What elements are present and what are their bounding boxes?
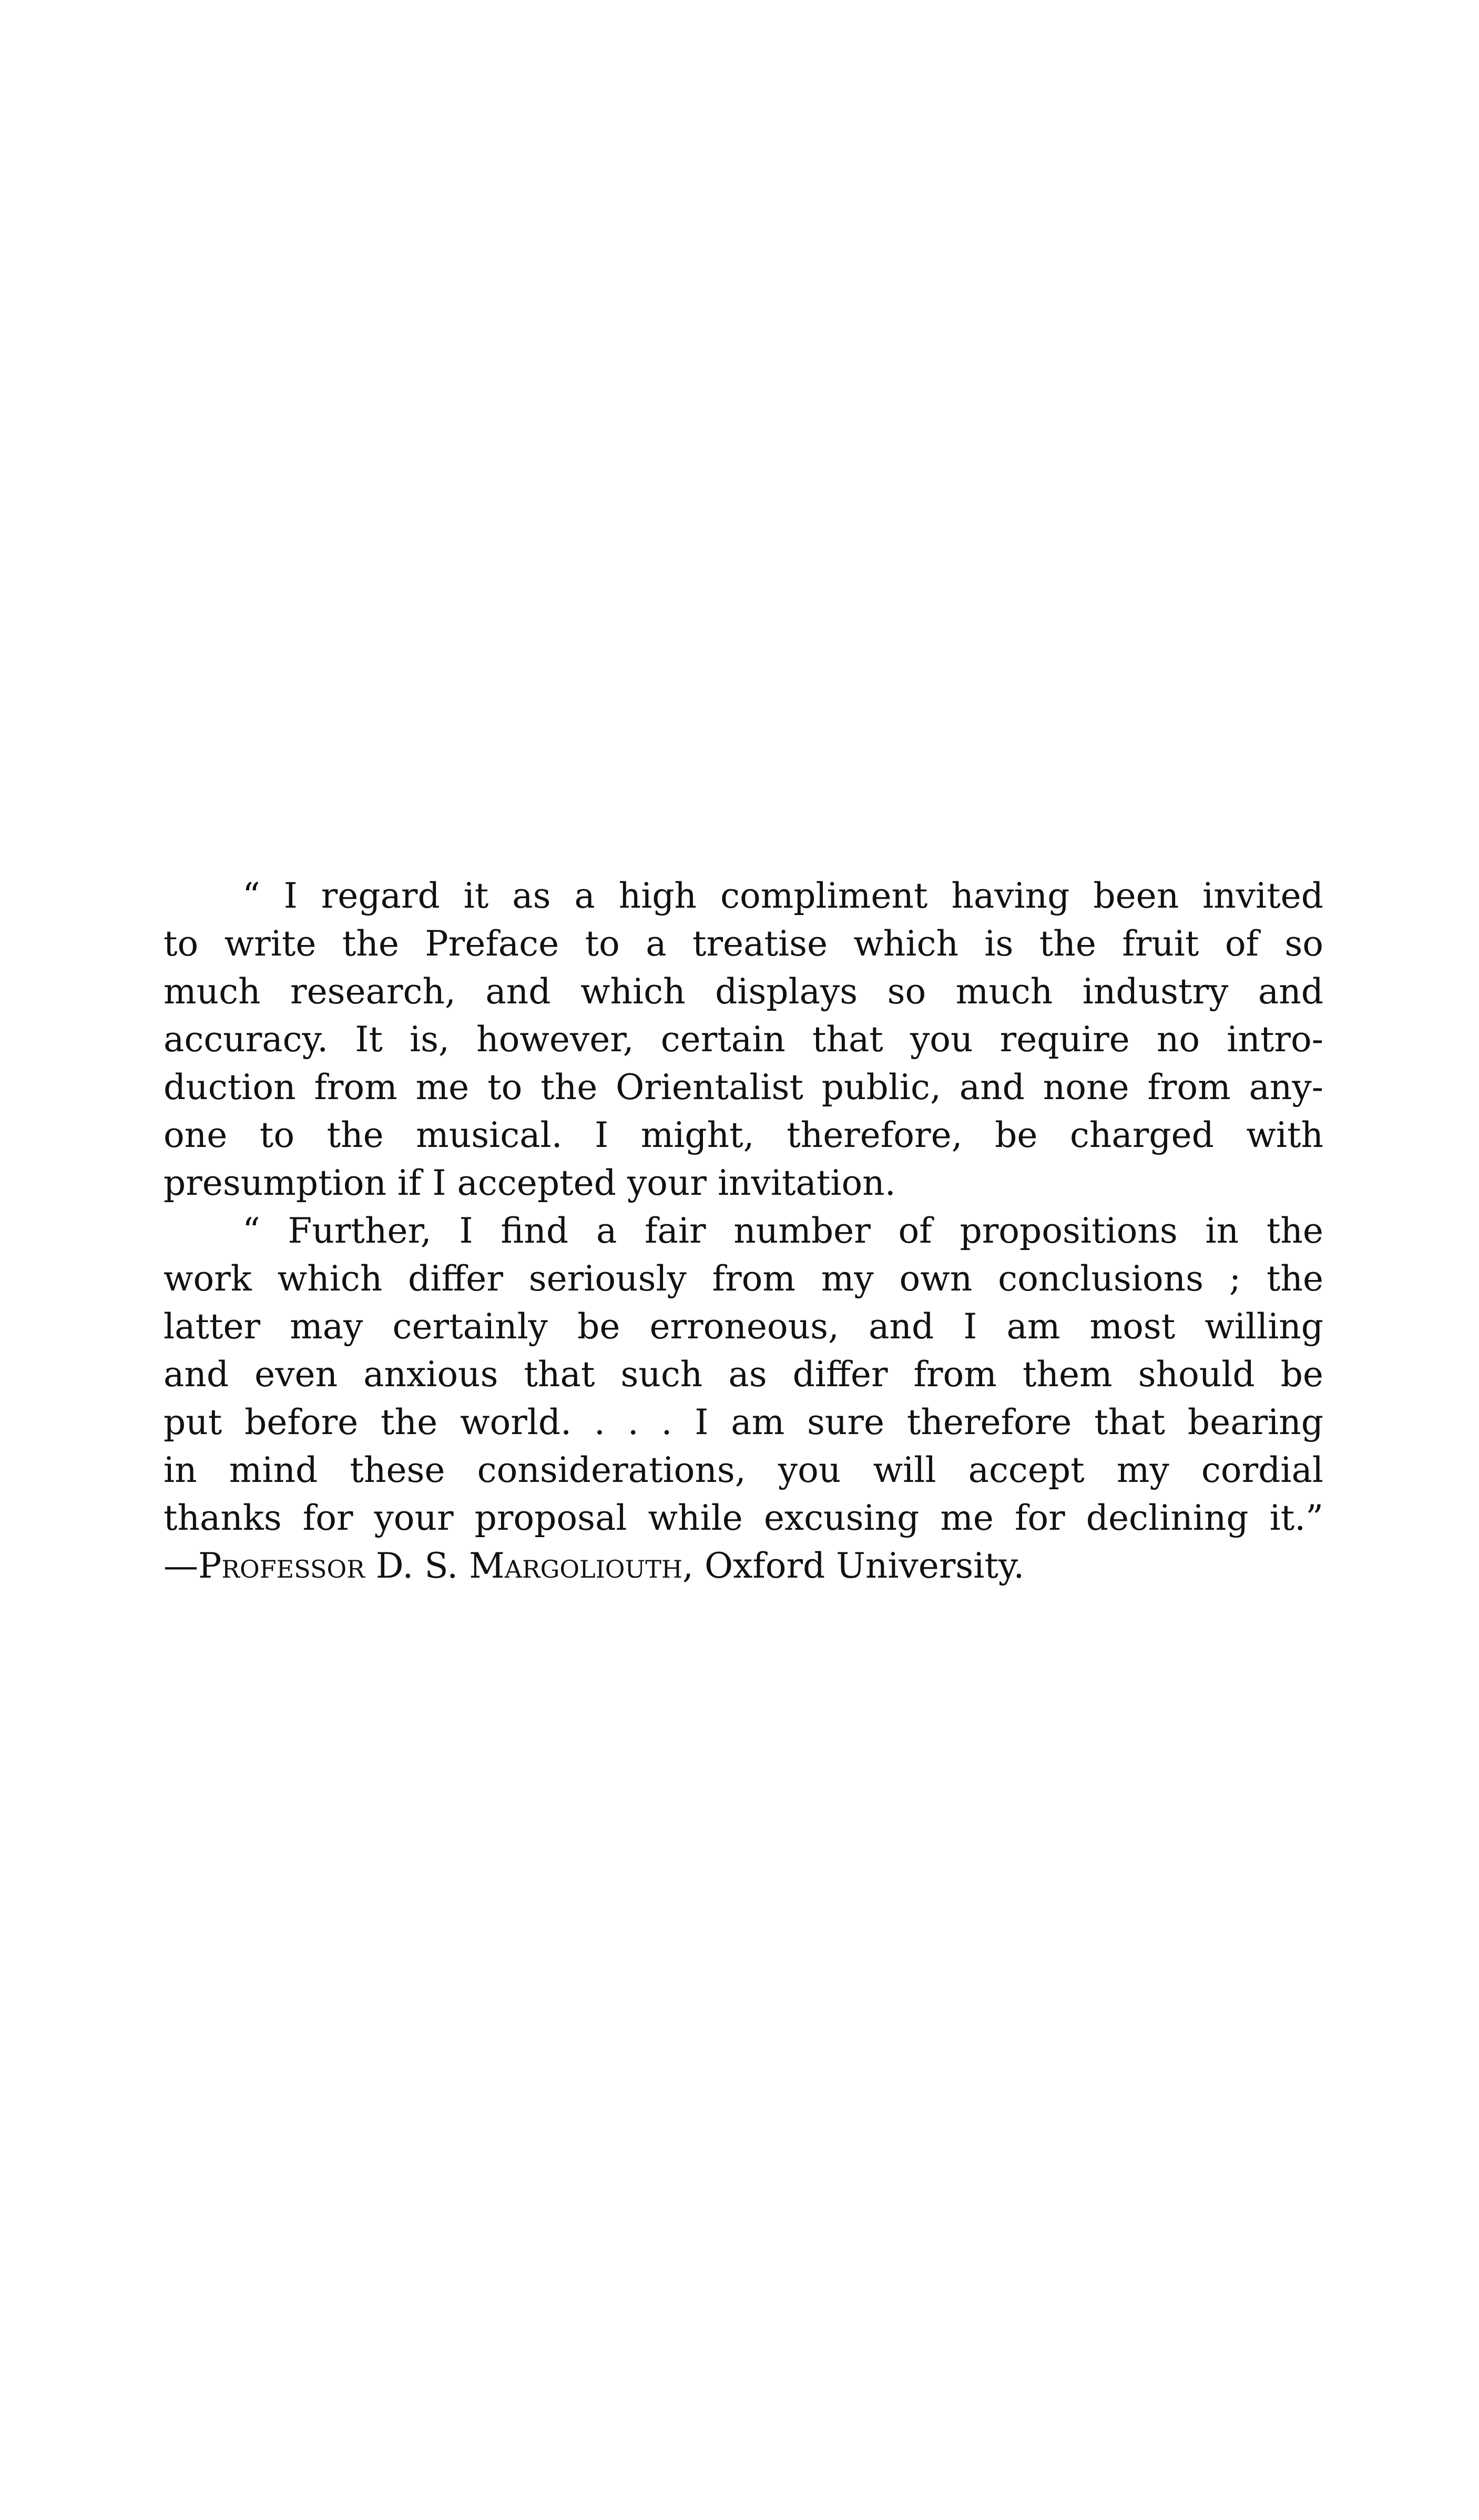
text-line: “ Further, I find a fair number of propositions in the (242, 1211, 1323, 1251)
text-line: to write the Preface to a treatise which is the fruit of so (164, 923, 1323, 964)
attribution (164, 1542, 1323, 1590)
attribution-separator: , (682, 1546, 705, 1586)
text-line: presumption if I accepted your invitation. (164, 1163, 896, 1203)
text-line: thanks for your proposal while excusing me for declining it.” (164, 1498, 1323, 1538)
text-line: much research, and which displays so much industry and (164, 971, 1323, 1012)
text-line: latter may certainly be erroneous, and I am most willing (164, 1306, 1323, 1347)
text-line: one to the musical. I might, therefore, be charged with (164, 1115, 1323, 1155)
text-line: in mind these considerations, you will accept my cordial (164, 1450, 1323, 1490)
quotation-paragraph-2 (164, 1207, 1323, 1542)
quotation-paragraph-1 (164, 872, 1323, 1207)
quotation-block (164, 872, 1323, 1590)
text-line: accuracy. It is, however, certain that you require no intro- (164, 1019, 1323, 1060)
attribution-name: Professor D. S. Margoliouth (198, 1546, 683, 1586)
attribution-affiliation: Oxford University. (705, 1546, 1025, 1586)
attribution-dash: — (164, 1546, 198, 1586)
text-line: and even anxious that such as differ from them should be (164, 1354, 1323, 1395)
text-line: put before the world. . . . I am sure therefore that bearing (164, 1402, 1323, 1442)
text-line: work which differ seriously from my own conclusions ; the (164, 1258, 1323, 1299)
text-line: “ I regard it as a high compliment having been invited (242, 876, 1323, 916)
text-line: duction from me to the Orientalist public, and none from any- (164, 1067, 1323, 1107)
